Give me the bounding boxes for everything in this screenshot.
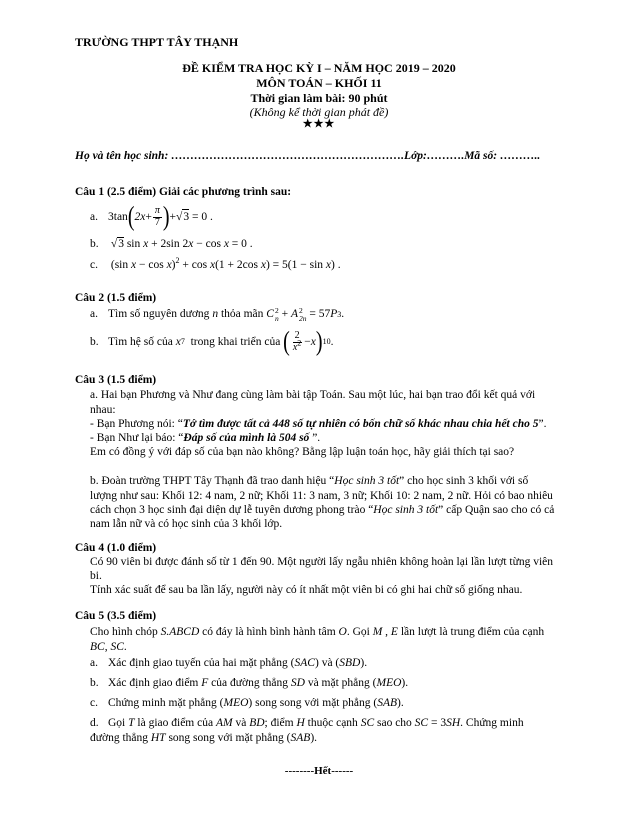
- q3-title: Câu 3 (1.5 điểm): [75, 374, 157, 386]
- exam-title: ĐỀ KIỂM TRA HỌC KỲ I – NĂM HỌC 2019 – 2020: [182, 61, 456, 75]
- q1a-label: a.: [90, 210, 98, 223]
- q3a-question: Em có đồng ý với đáp số của bạn nào không? Bằng lập luận toán học, hãy giải thích tại sao?: [90, 446, 515, 458]
- q5d-label: d.: [90, 717, 99, 729]
- q5-intro-line1: Cho hình chóp S.ABCD có đáy là hình bình hành tâm O. Gọi M , E lần lượt là trung điểm của cạnh: [90, 626, 545, 638]
- q4-line1: Có 90 viên bi được đánh số từ 1 đến 90. Một người lấy ngẫu nhiên không hoàn lại lần lượt từng viên: [90, 556, 554, 568]
- q5a-text: a. Xác định giao tuyến của hai mặt phẳng (SAC) và (SBD).: [90, 657, 368, 669]
- student-name-field[interactable]: …………………………………………………….: [168, 150, 405, 162]
- q4-line3: Tính xác suất để sau ba lần lấy, người này có ít nhất một viên bi có ghi hai chữ số giống nhau.: [90, 584, 523, 596]
- q1b-label: b.: [90, 238, 99, 250]
- q5a-label: a.: [90, 657, 98, 669]
- q3a-bullet1: - Bạn Phương nói: “Tớ tìm được tất cả 448 số tự nhiên có bốn chữ số khác nhau chia hết cho 5”.: [90, 418, 547, 430]
- decorative-stars: ★★★: [302, 118, 336, 130]
- duration-note: (Không kể thời gian phát đề): [249, 105, 389, 119]
- q3a-bullet2: - Bạn Như lại báo: “Đáp số của mình là 504 số ”.: [90, 432, 321, 444]
- q5b-label: b.: [90, 677, 99, 689]
- q4-title: Câu 4 (1.0 điểm): [75, 542, 157, 554]
- q5d-line1: d. Gọi T là giao điểm của AM và BD; điểm H thuộc cạnh SC sao cho SC = 3SH. Chứng minh: [90, 717, 524, 729]
- q3b-line1: b. Đoàn trường THPT Tây Thạnh đã trao danh hiệu “Học sinh 3 tốt” cho học sinh 3 khối với số: [90, 475, 529, 487]
- q1a-equation: a. 3tan ( 2x + $\frac{\pi}{7}$ ) + √ 3 = 0 .: [90, 202, 213, 232]
- student-info-line: [75, 149, 540, 163]
- q5b-text: b. Xác định giao điểm F của đường thẳng SD và mặt phẳng (MEO).: [90, 677, 409, 689]
- q5d-line2: đường thẳng HT song song với mặt phẳng (SAB).: [90, 732, 318, 744]
- q3b-line4: nam lẫn nữ và có học sinh của 3 khối lớp.: [90, 518, 283, 530]
- q3b-line2: lượng như sau: Khối 12: 4 nam, 2 nữ; Khối 11: 3 nam, 3 nữ; Khối 10: 2 nam, 2 nữ. Hỏi có bao nhiêu: [90, 490, 553, 502]
- subject-title: MÔN TOÁN – KHỐI 11: [256, 76, 382, 90]
- school-name: TRƯỜNG THPT TÂY THẠNH: [75, 35, 239, 49]
- class-label: Lớp:: [404, 150, 427, 162]
- class-field[interactable]: ……….: [426, 150, 465, 162]
- q2a-label: a.: [90, 308, 98, 321]
- q2b-label: b.: [90, 335, 99, 348]
- q4-line2: bi.: [90, 570, 102, 582]
- student-id-label: Mã số:: [464, 150, 498, 162]
- q2-title: Câu 2 (1.5 điểm): [75, 292, 157, 304]
- q1-title: Câu 1 (2.5 điểm) Giải các phương trình sau:: [75, 186, 292, 198]
- q5-intro-line2: BC, SC.: [90, 641, 127, 653]
- q5c-text: c. Chứng minh mặt phẳng (MEO) song song với mặt phẳng (SAB).: [90, 697, 404, 709]
- exam-duration: Thời gian làm bài: 90 phút: [250, 91, 388, 105]
- q2a-text: a. Tìm số nguyên dương n thỏa mãn C 2 n + A 2 2n = 57 P 3 .: [90, 306, 345, 323]
- end-marker: --------Hết------: [284, 765, 354, 777]
- student-id-field[interactable]: ………..: [497, 150, 541, 162]
- q5c-label: c.: [90, 697, 98, 709]
- q3a-line2: nhau:: [90, 404, 116, 416]
- q1c-label: c.: [90, 259, 98, 271]
- q1c-equation: c. (sin x − cos x)$^2$ + cos x(1 + 2cos x) = 5(1 − sin x) .: [90, 256, 341, 271]
- q1b-equation: b. √3 sin x + 2sin 2x − cos x = 0 .: [90, 238, 253, 250]
- q5-title: Câu 5 (3.5 điểm): [75, 610, 157, 622]
- q3b-line3: cách chọn 3 học sinh đại diện dự lễ tuyên dương phong trào “Học sinh 3 tốt” cấp Quận sao cho có cả: [90, 504, 555, 516]
- q2b-text: b. Tìm hệ số của x 7 trong khai triển của ( $\frac{2}{x^2}$ − x ) 10 .: [90, 327, 334, 357]
- student-name-label: Họ và tên học sinh:: [75, 150, 169, 162]
- q3a-line1: a. Hai bạn Phương và Như đang cùng làm bài tập Toán. Sau một lúc, hai bạn trao đổi kết quả với: [90, 389, 536, 401]
